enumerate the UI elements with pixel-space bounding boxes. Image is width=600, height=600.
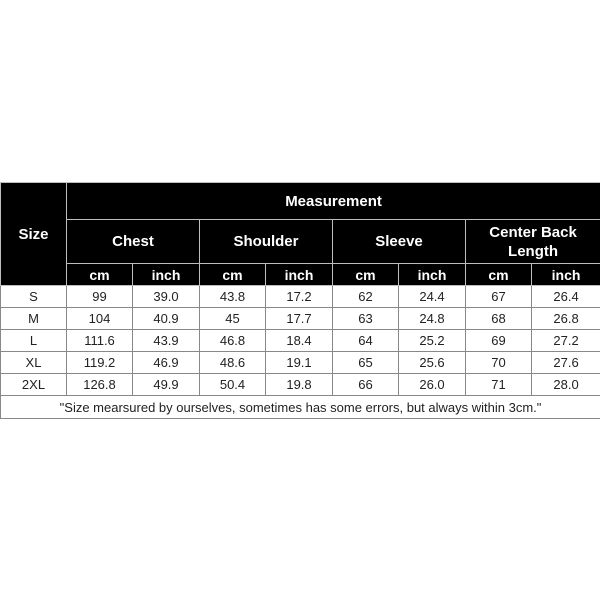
value-cell: 64 — [333, 330, 399, 352]
chest-header: Chest — [67, 220, 200, 264]
table-row — [1, 286, 600, 308]
value-cell: 50.4 — [200, 374, 266, 396]
value-cell: 49.9 — [133, 374, 200, 396]
header-row-units — [1, 264, 600, 286]
value-cell: 69 — [466, 330, 532, 352]
value-cell: 28.0 — [532, 374, 600, 396]
center-back-length-header: Center Back Length — [466, 220, 600, 264]
unit-header: cm — [466, 264, 532, 286]
value-cell: 45 — [200, 308, 266, 330]
value-cell: 111.6 — [67, 330, 133, 352]
unit-header: inch — [532, 264, 600, 286]
value-cell: 24.4 — [399, 286, 466, 308]
value-cell: 63 — [333, 308, 399, 330]
value-cell: 119.2 — [67, 352, 133, 374]
shoulder-header: Shoulder — [200, 220, 333, 264]
value-cell: 27.6 — [532, 352, 600, 374]
measurement-header: Measurement — [67, 183, 600, 220]
header-row-groups — [1, 220, 600, 264]
size-cell: M — [1, 308, 67, 330]
value-cell: 27.2 — [532, 330, 600, 352]
table-row — [1, 330, 600, 352]
value-cell: 70 — [466, 352, 532, 374]
value-cell: 99 — [67, 286, 133, 308]
value-cell: 40.9 — [133, 308, 200, 330]
note-row — [1, 396, 600, 419]
value-cell: 24.8 — [399, 308, 466, 330]
value-cell: 62 — [333, 286, 399, 308]
unit-header: cm — [333, 264, 399, 286]
value-cell: 25.2 — [399, 330, 466, 352]
value-cell: 19.8 — [266, 374, 333, 396]
value-cell: 71 — [466, 374, 532, 396]
size-cell: 2XL — [1, 374, 67, 396]
size-note: "Size mearsured by ourselves, sometimes has some errors, but always within 3cm." — [1, 396, 600, 419]
value-cell: 39.0 — [133, 286, 200, 308]
value-cell: 46.8 — [200, 330, 266, 352]
size-chart-table — [0, 182, 600, 419]
table-row — [1, 374, 600, 396]
value-cell: 65 — [333, 352, 399, 374]
value-cell: 67 — [466, 286, 532, 308]
unit-header: cm — [200, 264, 266, 286]
value-cell: 26.0 — [399, 374, 466, 396]
value-cell: 48.6 — [200, 352, 266, 374]
value-cell: 25.6 — [399, 352, 466, 374]
header-row-measurement — [1, 183, 600, 220]
value-cell: 17.7 — [266, 308, 333, 330]
value-cell: 126.8 — [67, 374, 133, 396]
unit-header: cm — [67, 264, 133, 286]
table-row — [1, 352, 600, 374]
value-cell: 66 — [333, 374, 399, 396]
value-cell: 46.9 — [133, 352, 200, 374]
value-cell: 26.4 — [532, 286, 600, 308]
size-cell: S — [1, 286, 67, 308]
size-cell: L — [1, 330, 67, 352]
value-cell: 43.9 — [133, 330, 200, 352]
table-row — [1, 308, 600, 330]
unit-header: inch — [266, 264, 333, 286]
unit-header: inch — [133, 264, 200, 286]
value-cell: 68 — [466, 308, 532, 330]
value-cell: 17.2 — [266, 286, 333, 308]
value-cell: 26.8 — [532, 308, 600, 330]
value-cell: 18.4 — [266, 330, 333, 352]
value-cell: 104 — [67, 308, 133, 330]
unit-header: inch — [399, 264, 466, 286]
size-header: Size — [1, 183, 67, 286]
value-cell: 43.8 — [200, 286, 266, 308]
value-cell: 19.1 — [266, 352, 333, 374]
sleeve-header: Sleeve — [333, 220, 466, 264]
size-cell: XL — [1, 352, 67, 374]
